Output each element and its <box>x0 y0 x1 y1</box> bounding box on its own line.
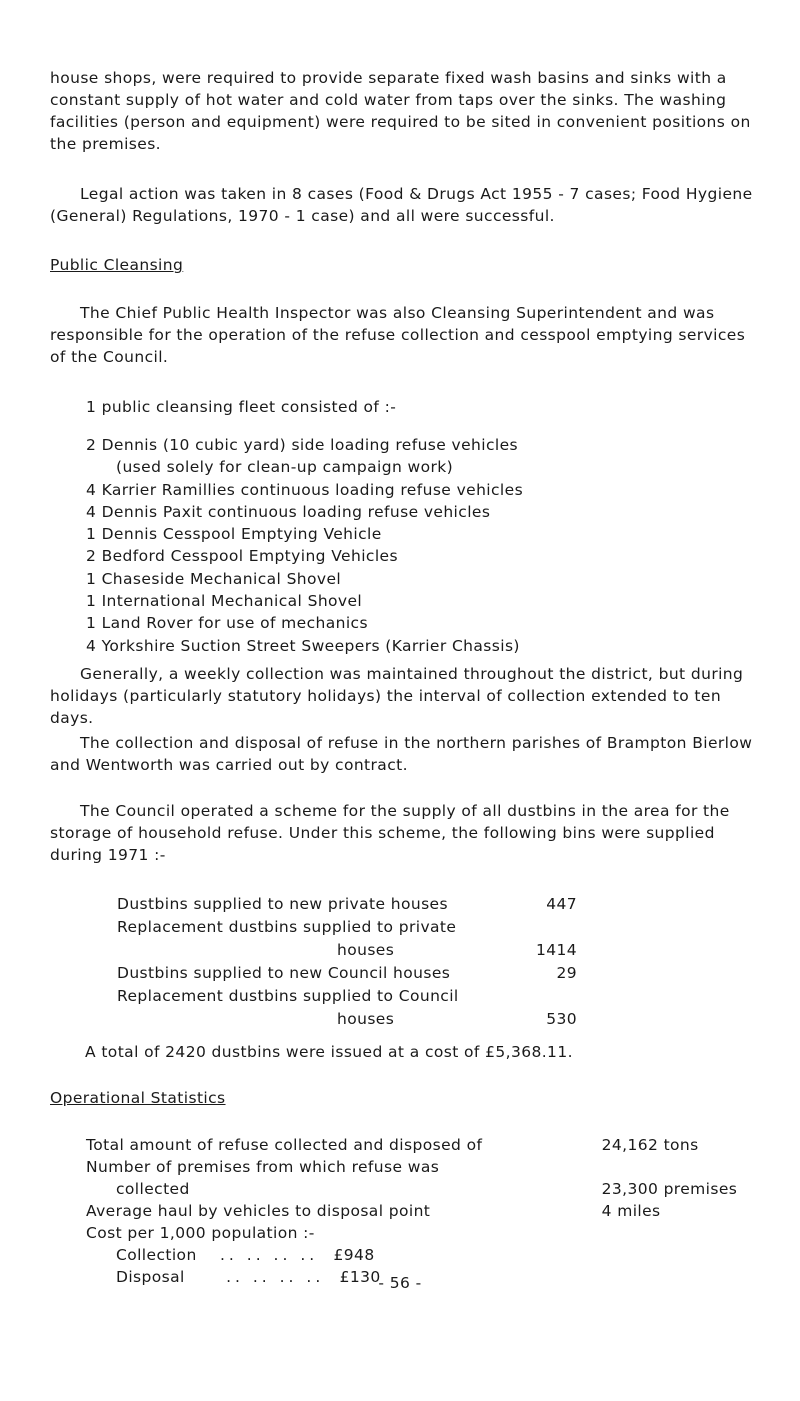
intro-paragraph: house shops, were required to provide separate fixed wash basins and sinks with a constant supply of hot water and cold water from taps over the sinks. The washing facilities (person and equipment) were required to be sited in convenient positions on the premises. <box>50 69 751 153</box>
cost-disposal-value: £130 <box>339 1268 381 1286</box>
list-item: 1 Land Rover for use of mechanics <box>86 614 368 633</box>
dustbin-value: 447 <box>546 895 577 913</box>
list-item: (used solely for clean-up campaign work) <box>116 458 454 477</box>
dustbin-label: Dustbins supplied to new private houses <box>117 895 448 913</box>
list-item: 1 Chaseside Mechanical Shovel <box>86 569 342 588</box>
table-row <box>117 962 577 985</box>
stat-value: 24,162 tons <box>601 1136 699 1154</box>
stat-label: Average haul by vehicles to disposal point <box>86 1202 431 1220</box>
dustbin-label-cont: houses <box>337 941 395 959</box>
list-item: 1 International Mechanical Shovel <box>86 592 363 611</box>
list-item: 4 Yorkshire Suction Street Sweepers (Karrier Chassis) <box>86 636 520 655</box>
table-row <box>86 1178 776 1200</box>
table-row <box>86 1244 776 1266</box>
dustbin-label-cont: houses <box>337 1010 395 1028</box>
list-item: 1 Dennis Cesspool Emptying Vehicle <box>86 525 382 544</box>
cost-collection-label: Collection <box>116 1246 197 1264</box>
dustbin-paragraph: The Council operated a scheme for the supply of all dustbins in the area for the storage of household refuse. Under this scheme, the following bins were supplied during 1971 :- <box>50 802 730 864</box>
dustbin-label: Replacement dustbins supplied to private <box>117 918 457 936</box>
legal-paragraph: Legal action was taken in 8 cases (Food & Drugs Act 1955 - 7 cases; Food Hygiene (General) Regulations, 1970 - 1 case) and all were successful. <box>50 185 753 225</box>
list-item: 4 Dennis Paxit continuous loading refuse vehicles <box>86 502 491 521</box>
leader-dots: .. .. .. .. <box>226 1268 325 1286</box>
collection-paragraph: Generally, a weekly collection was maintained throughout the district, but during holidays (particularly statutory holidays) the interval of collection extended to ten days. <box>50 665 744 727</box>
table-row <box>86 1134 776 1156</box>
stat-label-cont: collected <box>116 1180 190 1198</box>
table-row <box>117 893 577 916</box>
dustbin-value: 29 <box>556 964 577 982</box>
stat-value: 23,300 premises <box>601 1180 738 1198</box>
stat-label: Total amount of refuse collected and disposed of <box>86 1136 483 1154</box>
dustbin-label: Replacement dustbins supplied to Council <box>117 987 459 1005</box>
table-row <box>117 916 577 939</box>
table-row <box>86 1222 776 1244</box>
stat-label: Number of premises from which refuse was <box>86 1158 440 1176</box>
dustbin-table <box>117 893 577 1031</box>
list-item: 2 Dennis (10 cubic yard) side loading refuse vehicles <box>86 436 519 454</box>
public-cleansing-heading: Public Cleansing <box>50 256 184 274</box>
cost-collection-value: £948 <box>333 1246 375 1264</box>
statistics-table <box>86 1134 776 1288</box>
dustbin-label: Dustbins supplied to new Council houses <box>117 964 451 982</box>
dustbin-value: 530 <box>546 1010 577 1028</box>
fleet-intro: 1 public cleansing fleet consisted of :- <box>86 398 397 416</box>
table-row <box>86 1156 776 1178</box>
stat-label: Cost per 1,000 population :- <box>86 1224 315 1242</box>
list-item: 2 Bedford Cesspool Emptying Vehicles <box>86 547 398 566</box>
cost-disposal-label: Disposal <box>116 1268 185 1286</box>
table-row <box>117 939 577 962</box>
cleansing-paragraph: The Chief Public Health Inspector was also Cleansing Superintendent and was responsible for the operation of the refuse collection and cesspool emptying services of the Council. <box>50 304 746 366</box>
contract-paragraph: The collection and disposal of refuse in the northern parishes of Brampton Bierlow and Wentworth was carried out by contract. <box>50 734 753 774</box>
table-row <box>117 985 577 1008</box>
stat-label <box>86 1244 580 1266</box>
list-item: 4 Karrier Ramillies continuous loading refuse vehicles <box>86 480 524 499</box>
page-number: - 56 - <box>378 1274 422 1292</box>
stat-value: 4 miles <box>601 1202 661 1220</box>
operational-statistics-heading: Operational Statistics <box>50 1089 226 1107</box>
total-sentence: A total of 2420 dustbins were issued at a cost of £5,368.11. <box>85 1043 573 1061</box>
leader-dots: .. .. .. .. <box>220 1246 319 1264</box>
table-row <box>117 1008 577 1031</box>
dustbin-value: 1414 <box>535 941 577 959</box>
fleet-list <box>86 434 523 657</box>
table-row <box>86 1200 776 1222</box>
